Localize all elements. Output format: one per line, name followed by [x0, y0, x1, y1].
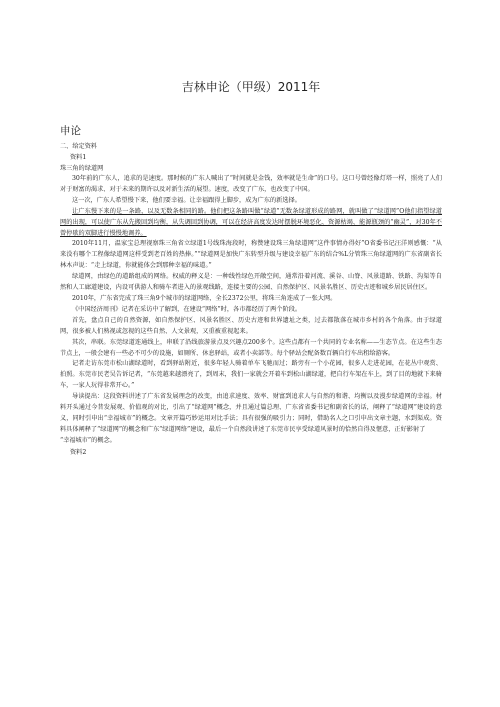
- page-title: 吉林申论（甲级）2011年: [181, 80, 321, 94]
- paragraph: 记者走访东莞市松山湖绿道时，看到驿站附近，很多年轻人骑着单车飞驰而过；路旁有一个小花园，很多人走进花园，在花丛中观赏、拍照。东莞市民老吴告诉记者，“东莞越来越漂亮了，到周末，我们一家就会开着车到松山湖绿道，把自行车架在车上，到了目的地就下来骑车，一家人玩得非常开心。”: [60, 360, 442, 390]
- article-heading: 珠三角的绿道网: [60, 165, 104, 172]
- paragraph: 《中国经济周刊》记者在采访中了解到，在建设“网络”时，各市都经历了两个阶段。: [72, 305, 302, 313]
- paragraph: 让广东慢下来的是一条路，以及无数条相同的路。他们把这条路叫做“绿道”无数条绿道形成的路网，就叫做了“绿道网”O他们指望绿道网的出现，可以使广东从先搬回到均衡，从失调回到协调，可以在经济高度发达时摆脱环境恶化、资源枯竭、能源瓶颈的“幽灵”，对30年不曾停歇的双脚进行慢慢地调养。: [60, 207, 442, 237]
- paragraph: “幸福城市”的概念。: [60, 436, 116, 444]
- paragraph: 首先，盘点自己的自然资源，如自然保护区、风景名胜区、历史古迹和世界遗址之类，过去都散落在城市乡村的各个角落。由于绿道网，很多被人们熟视或忽视的这些自然、人文景观，又重被重视起来。: [60, 316, 442, 335]
- paragraph: 30年前的广东人，追求的是速度。那时候的广东人喊出了“时间就是金钱，效率就是生命”的口号。这口号曾经像灯塔一样，照亮了人们对于财富的渴求、对于未来的期许以及对新生活的展望。速度，改变了广东，也改变了中国。: [60, 175, 442, 193]
- paragraph: 导读提出：这段资料讲述了广东省发展理念的改变，由追求速度、效率、财富到追求人与自然的和谐、均衡以及漫步绿道网的幸福。材料开头通过今昔发展观、价值观的对比，引出了“绿道网”概念，并且通过篇总理、广东省省委书记和副省长的话，阐释了“绿道网”建设的意义，同时引申出“幸福城市”的概念。文章开篇巧妙运用对比手法；具有很强的吸引力；同时，借助名人之口引申出文章主题，水到渠成。资料具体阐释了“绿道网”的概念和广东“绿道网络”建设，最后一个自然段讲述了东莞市民享受绿道风景时的恰然自得及惬意，正好影射了: [60, 393, 442, 433]
- paragraph: 其次，串联。东莞绿道连通线上，串联了沿线旅游景点及兴趣点200多个。这些点都有一个共同的专业名称——生态节点。在这些生态节点上，一般会建有一些必不可少的设施，如厕所、休息驿站，或者小卖部等。每个驿站会配备数百辆自行车出租给游客。: [60, 338, 442, 357]
- paragraph: 2010年11月，温家宝总理视察珠三角省立绿道1号线珠海段时，称赞建设珠三角绿道网“这件事情办得好”O省委书记汪洋则感慨：“从来没有哪个工程像绿道网这样受到老百姓的热捧。”“绿道网是加快广东转型升级与建设幸福广东的结合%L分管珠三角绿道网的广东省副省长林木声说：“走上绿道，你就能体会到那种幸福的味道。”: [60, 240, 442, 270]
- section-heading: 申论: [60, 125, 81, 137]
- paragraph: 绿道网，由绿色的道路组成的网络。权威的释义是：一种线性绿色开敞空间，通常沿着河流、溪谷、山脊、风景道路、铁路、沟渠等自然和人工廊道建设，内设可供游人和骑车者进入的景观线路，连接主要的公园、自然保护区、风景名胜区、历史古迹和城乡居民居住区。: [60, 273, 442, 292]
- paragraph: 这一次，广东人希望慢下来，他们要幸福。让幸福跟得上脚步，成为广东的新选择。: [72, 196, 301, 204]
- material-label: 资料1: [70, 154, 87, 161]
- paragraph: 2010年，广东省完成了珠三角9个城市的绿道网络，全长2372公里，将珠三角连成了一张大网。: [72, 294, 337, 302]
- material-label: 资料2: [70, 448, 87, 456]
- part-heading: 二、给定资料: [60, 143, 98, 150]
